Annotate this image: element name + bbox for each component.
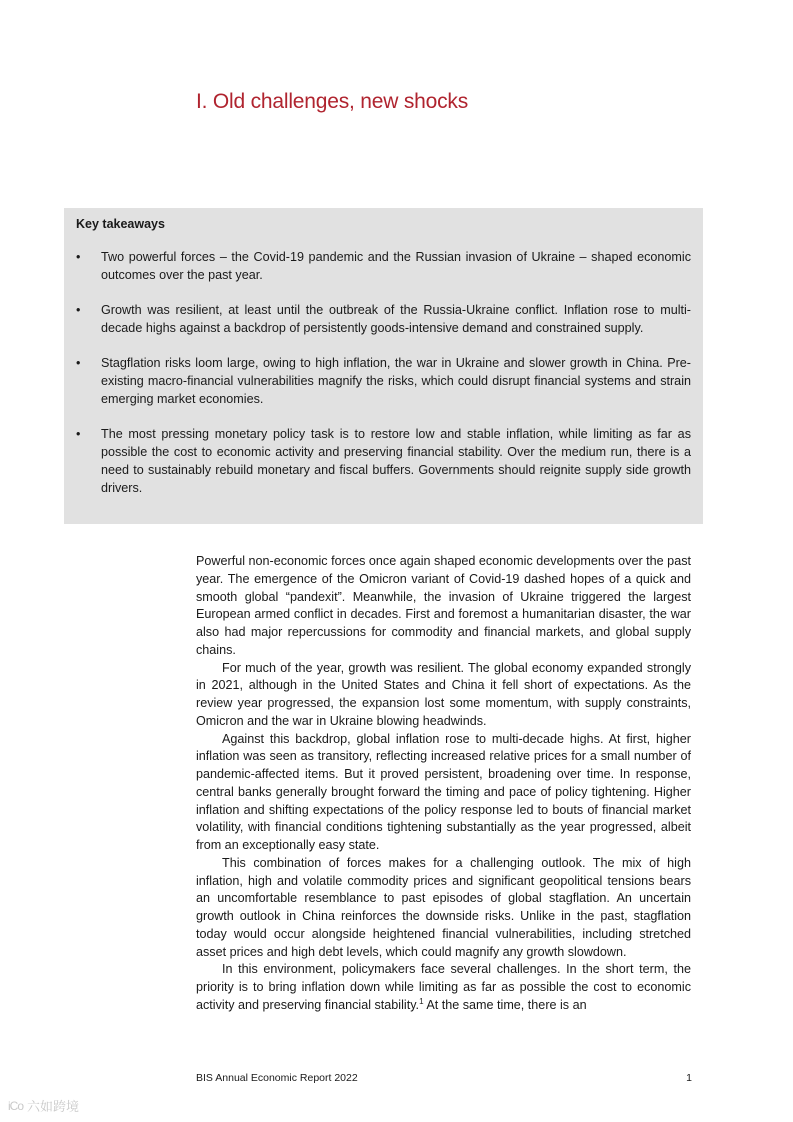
takeaway-item bbox=[76, 355, 691, 408]
body-paragraph-last bbox=[196, 961, 691, 1014]
bullet-icon: • bbox=[76, 303, 81, 318]
key-takeaways-box bbox=[64, 208, 703, 524]
body-paragraph: Against this backdrop, global inflation rose to multi-decade highs. At first, higher inflation was seen as transitory, reflecting increased relative prices for a small number of pandemic-affected items. But it proved persistent, broadening over time. In response, central banks generally brought forward the timing and pace of policy tightening. Higher inflation and shifting expectations of the policy response led to bouts of financial market volatility, with financial conditions tightening substantially as the year progressed, albeit from an exceptionally easy state. bbox=[196, 731, 691, 852]
footer-report-title: BIS Annual Economic Report 2022 bbox=[196, 1072, 358, 1084]
body-paragraph: Powerful non-economic forces once again shaped economic developments over the past year. The emergence of the Omicron variant of Covid-19 dashed hopes of a quick and smooth global “pandexit”. Meanwhile, the invasion of Ukraine triggered the largest European armed conflict in decades. First and foremost a humanitarian disaster, the war also had major repercussions for commodity and financial markets, and global supply chains. bbox=[196, 554, 691, 657]
takeaway-item bbox=[76, 302, 691, 338]
watermark bbox=[8, 1096, 79, 1115]
body-text-after-footnote: At the same time, there is an bbox=[423, 997, 587, 1012]
chapter-title: I. Old challenges, new shocks bbox=[196, 90, 469, 113]
watermark-text: 六如跨境 bbox=[27, 1099, 80, 1114]
takeaway-text: The most pressing monetary policy task is to restore low and stable inflation, while limiting as far as possible the cost to economic activity and preserving financial stability. Over the medium run, there is a need to sustainably rebuild monetary and fiscal buffers. Governments should reignite supply side growth drivers. bbox=[101, 427, 691, 495]
bullet-icon: • bbox=[76, 250, 81, 264]
body-text-before-footnote: In this environment, policymakers face several challenges. In the short term, the priority is to bring inflation down while limiting as far as possible the cost to economic activity and preserving financial stability. bbox=[196, 962, 691, 1012]
takeaway-text: Stagflation risks loom large, owing to high inflation, the war in Ukraine and slower growth in China. Pre-existing macro-financial vulnerabilities magnify the risks, which could disrupt financial systems and strain emerging market economies. bbox=[101, 356, 691, 406]
body-paragraph: This combination of forces makes for a challenging outlook. The mix of high inflation, high and volatile commodity prices and significant geopolitical tensions bears an uncomfortable resemblance to past episodes of global stagflation. An uncertain growth outlook in China reinforces the downside risks. Unlike in the past, stagflation today would occur alongside heightened financial vulnerabilities, including stretched asset prices and high debt levels, which could magnify any growth slowdown. bbox=[196, 855, 691, 959]
body-paragraph: For much of the year, growth was resilient. The global economy expanded strongly in 2021, although in the United States and China it fell short of expectations. As the review year progressed, the expansion lost some momentum, with supply constraints, Omicron and the war in Ukraine blowing headwinds. bbox=[196, 660, 691, 728]
bullet-icon: • bbox=[76, 427, 81, 442]
takeaway-text: Growth was resilient, at least until the outbreak of the Russia-Ukraine conflict. Inflation rose to multi-decade highs against a backdrop of persistently goods-intensive demand and constrained supply. bbox=[101, 303, 691, 335]
takeaway-text: Two powerful forces – the Covid-19 pandemic and the Russian invasion of Ukraine – shaped economic outcomes over the past year. bbox=[101, 250, 691, 282]
takeaway-item bbox=[76, 426, 691, 497]
bullet-icon: • bbox=[76, 356, 81, 371]
footnote-reference[interactable]: 1 bbox=[419, 996, 424, 1006]
body-text bbox=[196, 553, 691, 1015]
takeaway-item bbox=[76, 249, 691, 285]
key-takeaways-heading: Key takeaways bbox=[76, 217, 165, 231]
watermark-logo-icon: iCo bbox=[8, 1098, 24, 1113]
footer-page-number: 1 bbox=[686, 1072, 692, 1084]
